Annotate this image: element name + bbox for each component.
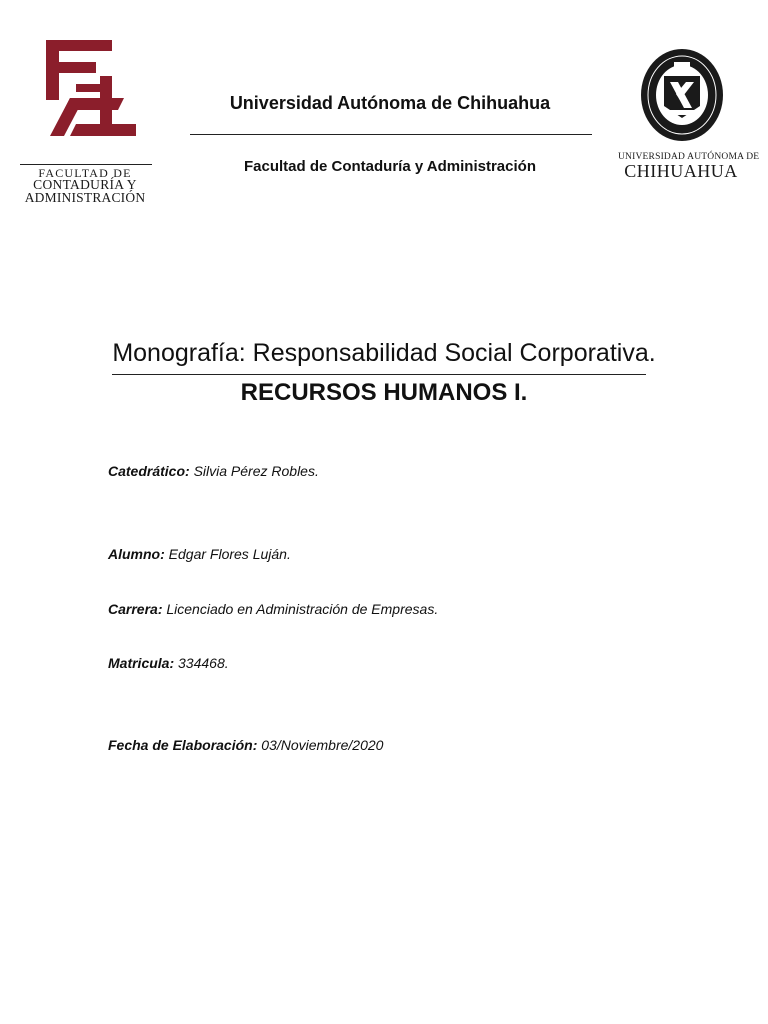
faculty-name: Facultad de Contaduría y Administración xyxy=(244,158,536,175)
fca-monogram-icon xyxy=(46,40,136,144)
subject-title: RECURSOS HUMANOS I. xyxy=(240,379,528,406)
field-alumno xyxy=(108,546,291,562)
field-fecha xyxy=(108,737,383,753)
header-divider xyxy=(190,134,592,135)
field-value: 334468. xyxy=(178,655,229,671)
uach-logo-line-1: UNIVERSIDAD AUTÓNOMA DE xyxy=(618,152,760,162)
fca-logo-line-3: ADMINISTRACIÓN xyxy=(24,190,146,205)
field-label: Carrera: xyxy=(108,601,163,617)
field-value: Licenciado en Administración de Empresas. xyxy=(166,601,439,617)
field-value: Edgar Flores Luján. xyxy=(168,546,291,562)
fca-logo-line-2: CONTADURÍA Y xyxy=(33,177,137,192)
field-label: Alumno: xyxy=(108,546,165,562)
fca-logo-line-1: FACULTAD DE xyxy=(38,166,132,180)
monograph-title: Monografía: Responsabilidad Social Corporativa. xyxy=(112,339,656,367)
uach-seal-icon xyxy=(640,48,724,142)
field-catedratico xyxy=(108,463,319,479)
field-value: Silvia Pérez Robles. xyxy=(193,463,319,479)
fca-logo xyxy=(14,40,156,210)
fca-logo-divider xyxy=(20,164,152,165)
field-label: Fecha de Elaboración: xyxy=(108,737,258,753)
field-label: Catedrático: xyxy=(108,463,190,479)
university-name: Universidad Autónoma de Chihuahua xyxy=(229,93,551,113)
field-label: Matricula: xyxy=(108,655,175,671)
field-matricula xyxy=(108,655,229,671)
title-divider xyxy=(112,374,646,375)
field-carrera xyxy=(108,601,438,617)
uach-logo xyxy=(618,48,760,188)
field-value: 03/Noviembre/2020 xyxy=(261,737,384,753)
uach-logo-line-2: CHIHUAHUA xyxy=(624,161,738,181)
